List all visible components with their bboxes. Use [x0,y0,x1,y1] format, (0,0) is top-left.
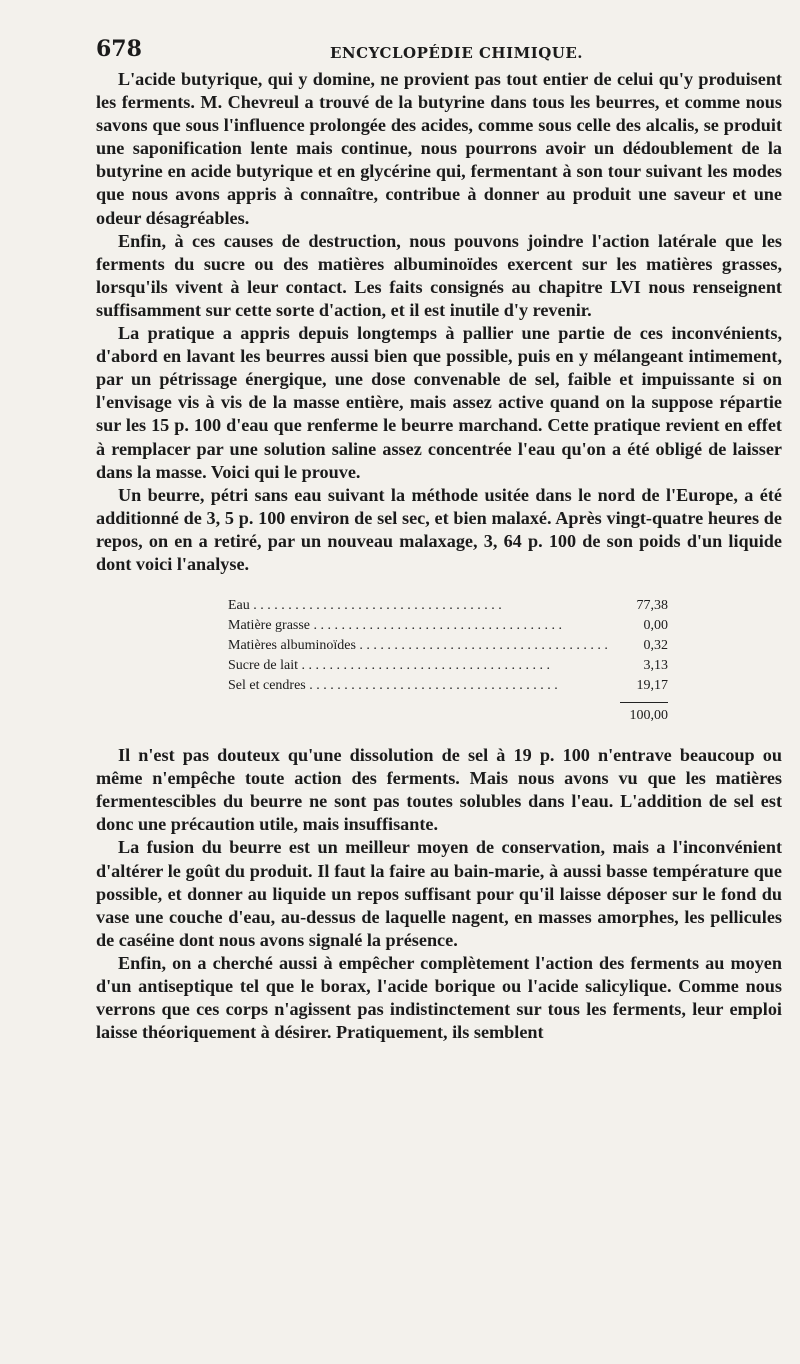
paragraph: Un beurre, pétri sans eau suivant la méthode usitée dans le nord de l'Europe, a été additionné de 3, 5 p. 100 environ de sel sec, et bien malaxé. Après vingt-quatre heures de repos, on en a retiré, par un nouveau malaxage, 3, 64 p. 100 de son poids d'un liquide dont voici l'analyse. [96,484,782,574]
paragraph: Enfin, on a cherché aussi à empêcher complètement l'action des ferments au moyen d'un antiseptique tel que le borax, l'acide borique ou l'acide salicylique. Comme nous verrons que ces corps n'agissent pas indistinctement sur tous les ferments, leur emploi laisse théoriquement à désirer. Pratiquement, ils semblent [96,952,782,1043]
paragraph: La pratique a appris depuis longtemps à pallier une partie de ces inconvénients, d'abord en lavant les beurres aussi bien que possible, puis en y mélangeant intimement, par un pétrissage énergique, une dose convenable de sel, faible et impuissante si on l'envisage vis à vis de la masse entière, mais assez active quand on la suppose répartie sur les 15 p. 100 d'eau que renferme le beurre marchand. Cette pratique revient en effet à remplacer par une solution saline assez concentrée l'eau qu'on a été obligé de laisser dans la masse. Voici qui le prouve. [96,323,782,482]
analysis-value: 0,32 [643,638,668,654]
sum-rule [620,702,668,703]
analysis-row [228,596,668,616]
running-head: ENCYCLOPÉDIE CHIMIQUE. [330,44,584,62]
analysis-label: Matière grasse . . . [228,616,610,636]
paragraph: Il n'est pas douteux qu'une dissolution de sel à 19 p. 100 n'entrave beaucoup ou même n'empêche toute action des ferments. Mais nous avons vu que les matières fermentescibles du beurre ne sont pas toutes solubles dans l'eau. L'addition de sel est donc une précaution utile, mais insuffisante. [96,745,782,835]
analysis-row [228,616,668,636]
analysis-row [228,636,668,656]
body-text [96,68,782,1044]
analysis-total: 100,00 [629,708,668,724]
paragraph: Enfin, à ces causes de destruction, nous pouvons joindre l'action latérale que les ferments du sucre ou des matières albuminoïdes exercent sur les matières grasses, lorsqu'ils vivent à leur contact. Les faits consignés au chapitre LVI nous renseignent suffisamment sur cette sorte d'action, et il est inutile d'y revenir. [96,230,782,320]
analysis-value: 0,00 [643,618,668,634]
analysis-label: Sel et cendres . . . [228,676,610,696]
analysis-total-row [228,706,668,726]
paragraph: La fusion du beurre est un meilleur moyen de conservation, mais a l'inconvénient d'altérer le goût du produit. Il faut la faire au bain-marie, à aussi basse température que possible, et donner au liquide un repos suffisant pour qu'il laisse déposer sur le fond du vase une couche d'eau, au-dessus de laquelle nagent, en masses amorphes, les pellicules de caséine dont nous avons signalé la présence. [96,837,782,950]
analysis-label: Sucre de lait . . . [228,656,610,676]
page-header [96,34,782,68]
analysis-row [228,656,668,676]
analysis-value: 3,13 [643,658,668,674]
page-number: 678 [96,36,142,62]
analysis-value: 77,38 [636,598,668,614]
analysis-value: 19,17 [636,678,668,694]
analysis-row [228,676,668,696]
analysis-label: Matières albuminoïdes . . . [228,636,610,656]
paragraph: L'acide butyrique, qui y domine, ne provient pas tout entier de celui qu'y produisent les ferments. M. Chevreul a trouvé de la butyrine dans tous les beurres, et comme nous savons que sous l'influence prolongée des acides, comme sous celle des alcalis, se produit une saponification lente mais continue, nous pourrons avoir un dédoublement de la butyrine en acide butyrique et en glycérine qui, fermentant à son tour suivant les modes que nous avons appris à connaître, contribue à donner au produit une saveur et une odeur désagréables. [96,69,782,228]
analysis-label: Eau . . . [228,596,610,616]
analysis-table [228,596,668,726]
